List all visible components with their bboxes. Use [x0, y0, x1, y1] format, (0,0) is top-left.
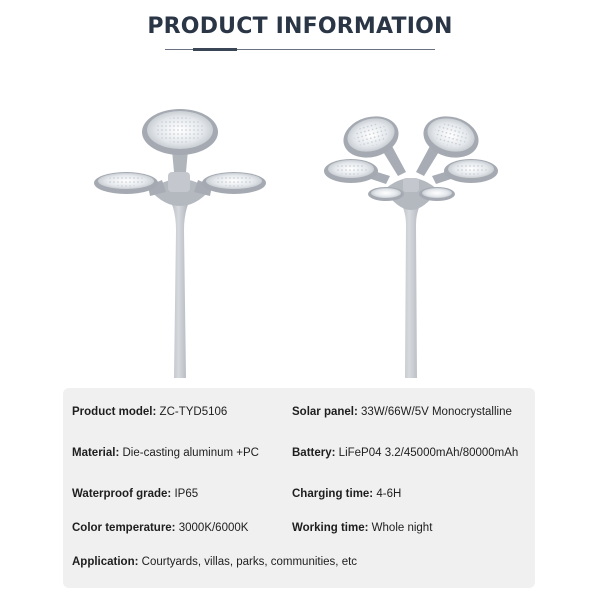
- spec-label: Color temperature:: [72, 522, 176, 534]
- spec-label: Battery:: [292, 447, 336, 459]
- spec-application: [72, 556, 357, 568]
- spec-value: LiFeP04 3.2/45000mAh/80000mAh: [338, 447, 519, 459]
- spec-value: Whole night: [371, 522, 433, 534]
- spec-label: Material:: [72, 447, 120, 459]
- spec-product-model: [72, 406, 227, 418]
- spec-color-temperature: [72, 522, 248, 534]
- spec-value: Die-casting aluminum +PC: [122, 447, 259, 459]
- spec-working-time: [292, 522, 432, 534]
- spec-value: Courtyards, villas, parks, communities, etc: [141, 556, 358, 568]
- product-images: [0, 100, 600, 390]
- three-head-lamp-image: [94, 109, 266, 378]
- five-head-lamp-image: [324, 110, 498, 378]
- spec-label: Solar panel:: [292, 406, 358, 418]
- spec-value: 4-6H: [376, 488, 402, 500]
- spec-label: Charging time:: [292, 488, 374, 500]
- spec-label: Application:: [72, 556, 139, 568]
- spec-label: Working time:: [292, 522, 369, 534]
- title-underline-accent: [193, 48, 237, 51]
- spec-value: IP65: [174, 488, 199, 500]
- spec-label: Product model:: [72, 406, 157, 418]
- page-title: PRODUCT INFORMATION: [147, 14, 453, 39]
- spec-value: ZC-TYD5106: [159, 406, 228, 418]
- spec-solar-panel: [292, 406, 512, 418]
- spec-material: [72, 447, 259, 459]
- spec-value: 33W/66W/5V Monocrystalline: [361, 406, 512, 418]
- spec-battery: [292, 447, 518, 459]
- spec-waterproof-grade: [72, 488, 198, 500]
- spec-value: 3000K/6000K: [178, 522, 249, 534]
- spec-charging-time: [292, 488, 401, 500]
- spec-label: Waterproof grade:: [72, 488, 172, 500]
